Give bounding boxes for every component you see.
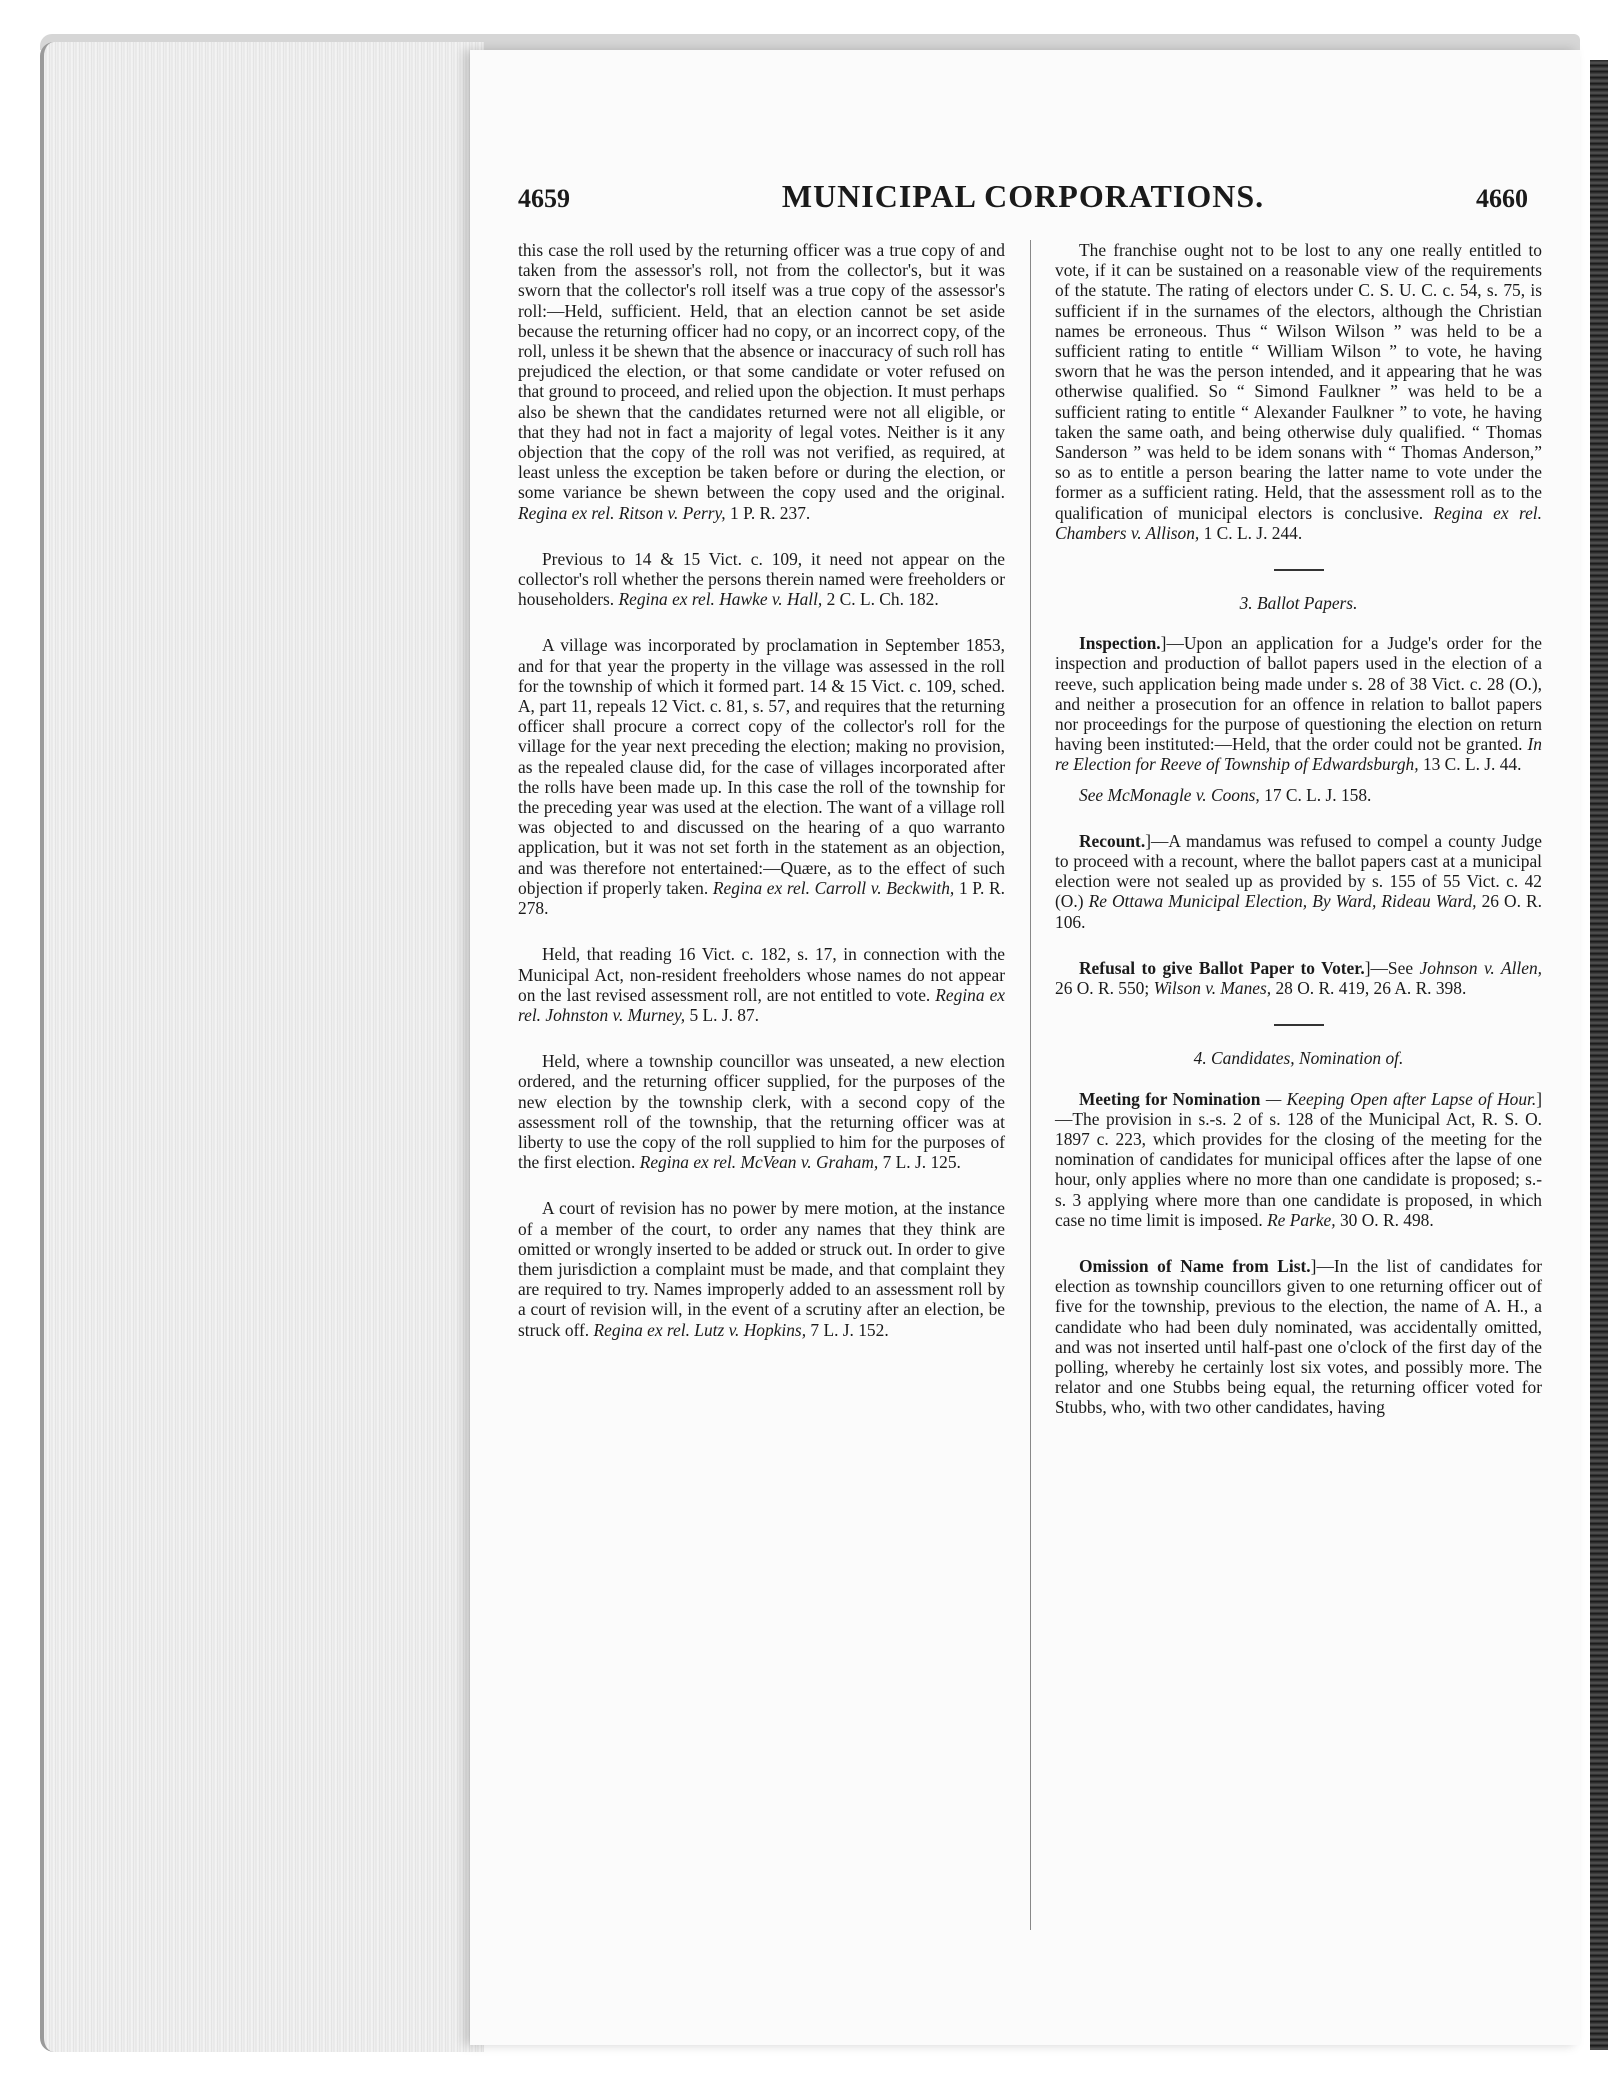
book-page-edges (40, 42, 484, 2052)
paragraph: The franchise ought not to be lost to any one really entitled to vote, if it can be sustained on a reasonable view of the requirements of the statute. The rating of electors under C. S. U. C. c. 54, s. 75, is sufficient if in the surnames of the electors, although the Christian names be erroneous. Thus “ Wilson Wilson ” was held to be a sufficient rating to entitle “ William Wilson ” to vote, he having sworn that he was the person intended, and it appearing that he was otherwise qualified. So “ Simond Faulkner ” was held to be a sufficient rating to entitle “ Alexander Faulkner ” to vote, he having taken the same oath, and being otherwise duly qualified. “ Thomas Sanderson ” was held to be idem sonans with “ Thomas Anderson,” so as to entitle a person bearing the latter name to vote under the former as a sufficient rating. Held, that the assessment roll as to the qualification of municipal electors is conclusive. Regina ex rel. Chambers v. Allison, 1 C. L. J. 244. (1055, 240, 1542, 543)
case-name: See McMonagle v. Coons, (1079, 784, 1260, 805)
citation: 7 L. J. 152. (810, 1319, 889, 1340)
case-name: Regina ex rel. Hawke v. Hall, (618, 589, 823, 610)
entry-heading: Meeting for Nomination (1079, 1088, 1261, 1109)
citation: 7 L. J. 125. (882, 1152, 961, 1173)
paragraph (1055, 785, 1542, 805)
left-column (518, 240, 1005, 1366)
entry-heading: Inspection. (1079, 633, 1161, 654)
citation: 30 O. R. 498. (1339, 1209, 1434, 1230)
paragraph: Meeting for Nomination — Keeping Open after Lapse of Hour.]—The provision in s.-s. 2 of s. 128 of the Municipal Act, R. S. O. 1897 c. 223, which provides for the closing of the meeting for the nomination of candidates for municipal offices after the lapse of one hour, only applies where no more than one candidate is proposed; s.-s. 3 applying where more than one candidate is proposed, in which case no time limit is imposed. Re Parke, 30 O. R. 498. (1055, 1088, 1543, 1230)
case-name: Regina ex rel. Carroll v. Beckwith, (712, 877, 955, 898)
right-column (1055, 240, 1542, 1444)
paragraph: Held, where a township councillor was unseated, a new election ordered, and the returning officer supplied, for the purposes of the new election by the township clerk, with a second copy of the assessment roll of the township, that the returning officer was at liberty to use the copy of the roll supplied to him for the purposes of the first election. Regina ex rel. McVean v. Graham, 7 L. J. 125. (518, 1051, 1005, 1173)
case-name: Wilson v. Manes, (1153, 978, 1272, 999)
case-name: Regina ex rel. Ritson v. Perry, (518, 502, 726, 523)
citation: 2 C. L. Ch. 182. (826, 589, 939, 610)
section-separator (1274, 569, 1324, 571)
case-name: In re Election for Reeve of Township of Edwardsburgh, (1055, 734, 1542, 775)
case-name: Re Ottawa Municipal Election, By Ward, Rideau Ward, (1088, 891, 1477, 912)
section-separator (1274, 1024, 1324, 1026)
paragraph: Recount.]—A mandamus was refused to compel a county Judge to proceed with a recount, where the ballot papers cast at a municipal election were not sealed up as provided by s. 155 of 55 Vict. c. 42 (O.) Re Ottawa Municipal Election, By Ward, Rideau Ward, 26 O. R. 106. (1055, 830, 1542, 932)
paragraph: Previous to 14 & 15 Vict. c. 109, it need not appear on the collector's roll whether the persons therein named were freeholders or householders. Regina ex rel. Hawke v. Hall, 2 C. L. Ch. 182. (518, 548, 1005, 610)
case-name: Regina ex rel. McVean v. Graham, (639, 1152, 879, 1173)
case-name: Johnson v. Allen, (1419, 957, 1542, 978)
paragraph: Inspection.]—Upon an application for a Judge's order for the inspection and production of ballot papers used in the election of a reeve, such application being made under s. 28 of 38 Vict. c. 28 (O.), and neither a prosecution for an offence in relation to ballot papers nor proceedings for the purpose of questioning the election on return having been instituted:—Held, that the order could not be granted. In re Election for Reeve of Township of Edwardsburgh, 13 C. L. J. 44. (1055, 633, 1542, 775)
citation: 5 L. J. 87. (689, 1004, 760, 1025)
page-number-right: 4660 (1476, 184, 1528, 213)
citation: 13 C. L. J. 44. (1422, 754, 1522, 775)
case-name: Re Parke, (1267, 1209, 1336, 1230)
paragraph: Omission of Name from List.]—In the list of candidates for election as township councillors given to one returning officer out of five for the township, previous to the election, the name of A. H., a candidate who had been duly nominated, was accidentally omitted, and was not inserted until half-past one o'clock of the first day of the polling, whereby he certainly lost six votes, and possibly more. The relator and one Stubbs being equal, the returning officer voted for Stubbs, who, with two other candidates, having (1055, 1255, 1542, 1418)
entry-heading: Recount. (1079, 830, 1146, 851)
citation: 28 O. R. 419, 26 A. R. 398. (1275, 978, 1467, 999)
case-name: Regina ex rel. Johnston v. Murney, (518, 984, 1006, 1025)
paragraph: Held, that reading 16 Vict. c. 182, s. 17, in connection with the Municipal Act, non-resident freeholders whose names do not appear on the last revised assessment roll, are not entitled to vote. Regina ex rel. Johnston v. Murney, 5 L. J. 87. (518, 944, 1006, 1025)
case-name: Regina ex rel. Chambers v. Allison, (1055, 502, 1542, 543)
paragraph: Refusal to give Ballot Paper to Voter.]—See Johnson v. Allen, 26 O. R. 550; Wilson v. Manes, 28 O. R. 419, 26 A. R. 398. (1055, 957, 1542, 999)
paragraph: A court of revision has no power by mere motion, at the instance of a member of the court, to order any names that they think are omitted or wrongly inserted to be added or struck out. In order to give them jurisdiction a complaint must be made, and that complaint they are required to try. Names improperly added to an assessment roll by a court of revision will, in the event of a scrutiny after an election, be struck off. Regina ex rel. Lutz v. Hopkins, 7 L. J. 152. (518, 1198, 1005, 1340)
page-number-left: 4659 (518, 184, 570, 213)
right-binding-edge (1590, 60, 1608, 2050)
page-title: MUNICIPAL CORPORATIONS. (781, 178, 1265, 214)
entry-heading: Refusal to give Ballot Paper to Voter. (1079, 957, 1365, 978)
entry-heading: Omission of Name from List. (1079, 1255, 1311, 1276)
citation: 17 C. L. J. 158. (1264, 784, 1372, 805)
citation: 1 P. R. 278. (518, 877, 1005, 919)
section-heading: 3. Ballot Papers. (1239, 593, 1358, 614)
section-heading: 4. Candidates, Nomination of. (1193, 1048, 1404, 1069)
citation: 26 O. R. 550; (1055, 978, 1150, 999)
column-divider (1030, 240, 1031, 1930)
running-header (518, 178, 1528, 228)
citation: 1 P. R. 237. (730, 502, 811, 523)
citation: 26 O. R. 106. (1055, 891, 1542, 932)
paragraph: A village was incorporated by proclamation in September 1853, and for that year the property in the village was assessed in the roll for the township of which it formed part. 14 & 15 Vict. c. 109, sched. A, part 11, repeals 12 Vict. c. 81, s. 57, and requires that the returning officer shall procure a correct copy of the collector's roll for the village for the year next preceding the election; making no provision, as the repealed clause did, for the case of villages incorporated after the rolls have been made up. In this case the roll of the township for the preceding year was used at the election. The want of a village roll was objected to and discussed on the hearing of a quo warranto application, but it was not set forth in the statement as an objection, and was therefore not entertained:—Quære, as to the effect of such objection if properly taken. Regina ex rel. Carroll v. Beckwith, 1 P. R. 278. (518, 635, 1005, 919)
entry-subheading: — Keeping Open after Lapse of Hour. (1265, 1088, 1537, 1109)
case-name: Regina ex rel. Lutz v. Hopkins, (593, 1319, 807, 1340)
citation: 1 C. L. J. 244. (1203, 522, 1303, 543)
paragraph: this case the roll used by the returning officer was a true copy of and taken from the assessor's roll, not from the collector's, but it was sworn that the collector's roll itself was a true copy of the assessor's roll:—Held, sufficient. Held, that an election cannot be set aside because the returning officer had no copy, or an incorrect copy, of the roll, unless it be shewn that the absence or inaccuracy of such roll has prejudiced the election, or that some candidate or voter refused on that ground to proceed, and relied upon the objection. It must perhaps also be shewn that the candidates returned were not all eligible, or that they had not in fact a majority of legal votes. Neither is it any objection that the copy of the roll was not verified, as required, at least unless the exception be taken before or during the election, or some variance be shewn between the copy used and the original. Regina ex rel. Ritson v. Perry, 1 P. R. 237. (518, 240, 1005, 523)
